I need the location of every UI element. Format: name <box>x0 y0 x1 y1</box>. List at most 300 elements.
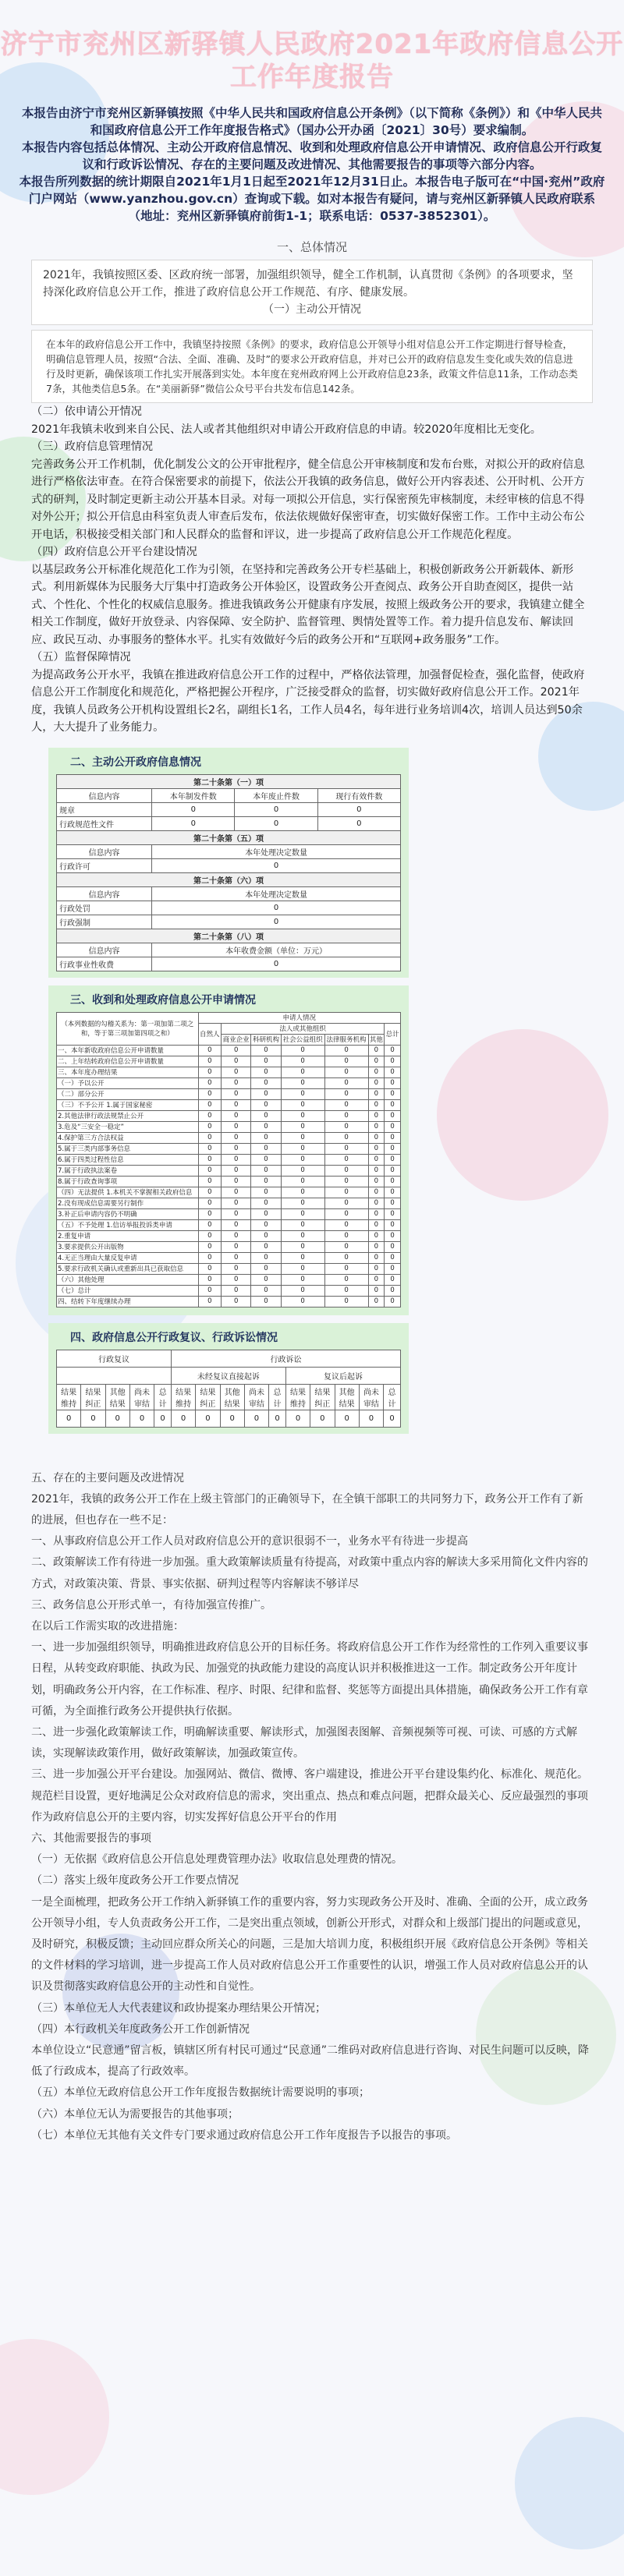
cell: 0 <box>385 1045 401 1056</box>
overview-body <box>31 403 593 737</box>
issues-and-other-matters <box>31 1468 593 2147</box>
cell: 0 <box>251 1263 281 1274</box>
cell: 0 <box>368 1099 385 1110</box>
cell: 0 <box>359 1410 383 1427</box>
cell: 0 <box>244 1410 268 1427</box>
cell: 0 <box>198 1208 222 1219</box>
col-header: （本列数据的勾稽关系为：第一项加第二项之和，等于第三项加第四项之和） <box>57 1012 199 1045</box>
cell: 0 <box>198 1154 222 1165</box>
cell: 0 <box>281 1274 324 1285</box>
table-row <box>57 1154 401 1165</box>
bubble <box>515 2417 624 2549</box>
row-label: 5.要求行政机关确认或重新出具已获取信息 <box>57 1263 199 1274</box>
cell: 0 <box>251 1077 281 1088</box>
active-disclosure-card <box>31 330 593 403</box>
cell: 0 <box>198 1285 222 1296</box>
cell: 行政事业性收费 <box>57 957 152 971</box>
intro-paragraph: 本报告内容包括总体情况、主动公开政府信息情况、收到和处理政府信息公开申请情况、政府信息公开行政复议和行政诉讼情况、存在的主要问题及改进情况、其他需要报告的事项等六部分内容。 <box>21 140 602 172</box>
col-header: 其他结果 <box>335 1384 359 1410</box>
cell: 0 <box>368 1154 385 1165</box>
cell: 0 <box>198 1187 222 1198</box>
col-header: 结果纠正 <box>196 1384 220 1410</box>
cell: 0 <box>368 1110 385 1121</box>
table-row <box>57 1099 401 1110</box>
cell: 0 <box>324 1132 368 1143</box>
cell: 行政处罚 <box>57 901 152 915</box>
cell: 0 <box>281 1110 324 1121</box>
cell: 0 <box>281 1208 324 1219</box>
cell: 0 <box>198 1296 222 1307</box>
cell: 0 <box>198 1274 222 1285</box>
intro-paragraph: 本报告所列数据的统计期限自2021年1月1日起至2021年12月31日止。本报告电子版可在“中国·兖州”政府门户网站（www.yanzhou.gov.cn）查询或下载。如对本报告有疑问，请与兖州区新驿镇人民政府联系（地址：兖州区新驿镇府前街1-1；联系电话：0537-3852301）。 <box>19 175 605 223</box>
cell: 0 <box>368 1263 385 1274</box>
cell: 0 <box>385 1176 401 1187</box>
group-heading: 第二十条第（五）项 <box>57 830 401 844</box>
cell: 0 <box>317 816 400 830</box>
table-row <box>57 1219 401 1230</box>
paragraph: 一、进一步加强组织领导，明确推进政府信息公开的目标任务。将政府信息公开工作作为经常性的工作列入重要议事日程，从转变政府职能、执政为民、加强党的执政能力建设的高度认识并积极推进这一工作。制定政务公开年度计划，明确政务公开内容，在工作标准、程序、时限、纪律和监督、奖惩等方面提出具体措施，确保政务公开工作有章可循，为全面推行政务公开提供执行依据。 <box>31 1641 588 1718</box>
table-row <box>57 1230 401 1241</box>
cell: 0 <box>368 1132 385 1143</box>
table-row <box>57 1143 401 1154</box>
cell: 0 <box>385 1099 401 1110</box>
cell: 0 <box>196 1410 220 1427</box>
cell: 0 <box>222 1067 251 1077</box>
col-header: 其他结果 <box>220 1384 244 1410</box>
cell: 0 <box>324 1121 368 1132</box>
col-header: 信息内容 <box>57 943 152 957</box>
cell: 0 <box>222 1263 251 1274</box>
cell: 0 <box>222 1176 251 1187</box>
cell: 0 <box>281 1165 324 1176</box>
row-label: 2.重复申请 <box>57 1230 199 1241</box>
report-title: 济宁市兖州区新驿镇人民政府2021年政府信息公开工作年度报告 <box>0 29 624 93</box>
row-label: 7.属于行政执法案卷 <box>57 1165 199 1176</box>
cell: 0 <box>368 1219 385 1230</box>
paragraph: （七）本单位无其他有关文件专门要求通过政府信息公开工作年度报告予以报告的事项。 <box>31 2128 457 2142</box>
paragraph: （五）本单位无政府信息公开工作年度报告数据统计需要说明的事项； <box>31 2086 370 2100</box>
paragraph: 一、从事政府信息公开工作人员对政府信息公开的意识很弱不一，业务水平有待进一步提高 <box>31 1535 468 1548</box>
col-header: 本年制发件数 <box>152 788 235 802</box>
row-label: 6.属于四类过程性信息 <box>57 1154 199 1165</box>
cell: 0 <box>171 1410 195 1427</box>
cell: 0 <box>222 1252 251 1263</box>
col-header: 总计 <box>384 1384 401 1410</box>
cell: 0 <box>385 1198 401 1208</box>
cell: 0 <box>251 1208 281 1219</box>
cell: 0 <box>368 1088 385 1099</box>
cell: 0 <box>368 1252 385 1263</box>
paragraph: （二）落实上级年度政务公开工作要点情况 <box>31 1874 239 1888</box>
paragraph: 在以后工作需实取的改进措施： <box>31 1619 184 1633</box>
table-row <box>57 1274 401 1285</box>
cell: 0 <box>281 1187 324 1198</box>
cell: 0 <box>222 1165 251 1176</box>
cell: 0 <box>324 1143 368 1154</box>
col-header: 申请人情况 <box>198 1012 400 1023</box>
cell: 0 <box>368 1067 385 1077</box>
cell: 0 <box>324 1263 368 1274</box>
cell: 0 <box>368 1208 385 1219</box>
cell: 0 <box>251 1088 281 1099</box>
cell: 0 <box>324 1056 368 1067</box>
cell: 0 <box>198 1143 222 1154</box>
cell: 0 <box>385 1230 401 1241</box>
cell: 0 <box>384 1410 401 1427</box>
row-label: 3.要求提供公开出版物 <box>57 1241 199 1252</box>
cell: 0 <box>198 1088 222 1099</box>
row-label: （五）不予处理 1.信访举报投诉类申请 <box>57 1219 199 1230</box>
table-row <box>57 1263 401 1274</box>
cell: 0 <box>222 1285 251 1296</box>
cell: 0 <box>281 1252 324 1263</box>
active-disclosure-text: 在本年的政府信息公开工作中，我镇坚持按照《条例》的要求，政府信息公开领导小组对信息公开工作定期进行督导检查，明确信息管理人员，按照“合法、全面、准确、及时”的要求公开政府信息，并对已公开的政府信息发生变化或失效的信息进行及时更新，确保该项工作扎实开展落到实处。本年度在兖州政府网上公开政府信息23条，政策文件信息11条，工作动态类7条，其他类信息5条。在“美丽新驿”微信公众号平台共发布信息142条。 <box>46 338 578 395</box>
col-header: 社会公益组织 <box>281 1034 324 1045</box>
col-header: 法人或其他组织 <box>222 1023 385 1034</box>
cell: 0 <box>368 1077 385 1088</box>
cell: 0 <box>251 1165 281 1176</box>
overview-card <box>31 260 593 325</box>
table-row <box>57 1176 401 1187</box>
col-header: 现行有效件数 <box>317 788 400 802</box>
review-table-panel <box>48 1323 409 1434</box>
application-table-panel <box>48 985 409 1315</box>
cell: 0 <box>251 1176 281 1187</box>
cell: 0 <box>281 1285 324 1296</box>
cell: 0 <box>281 1056 324 1067</box>
cell: 0 <box>368 1296 385 1307</box>
cell: 0 <box>335 1410 359 1427</box>
col-header: 信息内容 <box>57 844 152 858</box>
cell: 0 <box>235 816 317 830</box>
cell: 0 <box>281 1088 324 1099</box>
table-row <box>57 1165 401 1176</box>
col-header: 结果纠正 <box>81 1384 105 1410</box>
cell: 0 <box>251 1110 281 1121</box>
cell: 0 <box>198 1077 222 1088</box>
col-header: 尚未审结 <box>129 1384 154 1410</box>
table-row <box>57 1241 401 1252</box>
col-header: 尚未审结 <box>359 1384 383 1410</box>
cell: 0 <box>385 1165 401 1176</box>
table-row <box>57 1296 401 1307</box>
cell: 0 <box>222 1143 251 1154</box>
cell: 0 <box>269 1410 286 1427</box>
row-label: 4.保护第三方合法权益 <box>57 1132 199 1143</box>
paragraph: 六、其他需要报告的事项 <box>31 1831 151 1845</box>
cell: 0 <box>310 1410 335 1427</box>
col-header: 信息内容 <box>57 788 152 802</box>
cell: 0 <box>198 1230 222 1241</box>
cell: 0 <box>152 816 235 830</box>
col-header: 商业企业 <box>222 1034 251 1045</box>
paragraph: （四）本行政机关年度政务公开工作创新情况 <box>31 2022 250 2036</box>
col-header: 结果维持 <box>171 1384 195 1410</box>
cell: 0 <box>368 1045 385 1056</box>
cell: 0 <box>251 1219 281 1230</box>
cell: 行政强制 <box>57 915 152 929</box>
cell: 0 <box>385 1067 401 1077</box>
cell: 0 <box>285 1410 310 1427</box>
cell: 0 <box>222 1230 251 1241</box>
paragraph: 五、存在的主要问题及改进情况 <box>31 1471 184 1484</box>
cell: 0 <box>324 1187 368 1198</box>
cell: 0 <box>281 1296 324 1307</box>
cell: 0 <box>251 1121 281 1132</box>
row-label: 2.没有现成信息需要另行制作 <box>57 1198 199 1208</box>
paragraph: 为提高政务公开水平，我镇在推进政府信息公开工作的过程中，严格依法管理，加强督促检查，强化监督，使政府信息公开工作制度化和规范化，严格把握公开程序，广泛接受群众的监督，切实做好政府信息公开工作。2021年度，我镇人员政务公开机构设置组长2名，副组长1名，工作人员4名，每年进行业务培训4次，培训人员达到50余人，大大提升了业务能力。 <box>31 668 585 734</box>
cell: 0 <box>368 1274 385 1285</box>
cell: 0 <box>198 1176 222 1187</box>
cell: 0 <box>281 1198 324 1208</box>
cell: 0 <box>368 1241 385 1252</box>
cell: 0 <box>281 1241 324 1252</box>
cell: 0 <box>385 1121 401 1132</box>
cell: 0 <box>222 1208 251 1219</box>
cell: 0 <box>251 1143 281 1154</box>
cell: 0 <box>198 1110 222 1121</box>
bubble <box>0 2339 109 2495</box>
cell: 0 <box>198 1067 222 1077</box>
paragraph: 二、政策解读工作有待进一步加强。重大政策解读质量有待提高，对政策中重点内容的解读大多采用简化文件内容的方式，对政策决策、背景、事实依据、研判过程等内容解读不够详尽 <box>31 1556 588 1591</box>
paragraph: 本单位设立“民意通”留言板，镇辖区所有村民可通过“民意通”二维码对政府信息进行咨询、对民生问题可以反映，降低了行政成本，提高了行政效率。 <box>31 2043 590 2079</box>
cell: 0 <box>324 1088 368 1099</box>
col-header: 总计 <box>269 1384 286 1410</box>
paragraph: 二、进一步强化政策解读工作，明确解读重要、解读形式，加强图表图解、音频视频等可视、可读、可感的方式解读，实现解读政策作用，做好政策解读，加强政策宣传。 <box>31 1725 577 1760</box>
cell: 0 <box>251 1252 281 1263</box>
table-title: 三、收到和处理政府信息公开申请情况 <box>70 993 256 1007</box>
col-header: 行政诉讼 <box>171 1350 400 1367</box>
row-label: 四、结转下年度继续办理 <box>57 1296 199 1307</box>
cell: 0 <box>251 1067 281 1077</box>
cell: 0 <box>281 1067 324 1077</box>
cell: 0 <box>222 1099 251 1110</box>
cell: 0 <box>385 1056 401 1067</box>
cell: 0 <box>324 1219 368 1230</box>
cell: 0 <box>385 1208 401 1219</box>
cell: 0 <box>324 1230 368 1241</box>
cell: 0 <box>281 1077 324 1088</box>
cell: 0 <box>324 1241 368 1252</box>
cell: 0 <box>154 1410 172 1427</box>
cell: 0 <box>281 1132 324 1143</box>
cell: 0 <box>251 1187 281 1198</box>
cell: 0 <box>81 1410 105 1427</box>
table-row <box>57 1187 401 1198</box>
subheading: （一）主动公开情况 <box>263 303 361 316</box>
cell: 0 <box>281 1121 324 1132</box>
cell: 0 <box>324 1165 368 1176</box>
cell: 0 <box>324 1198 368 1208</box>
col-header: 本年收费金额（单位：万元） <box>152 943 401 957</box>
cell: 规章 <box>57 802 152 816</box>
col-header: 信息内容 <box>57 886 152 901</box>
cell: 0 <box>368 1056 385 1067</box>
cell: 行政规范性文件 <box>57 816 152 830</box>
cell: 0 <box>368 1187 385 1198</box>
active-disclosure-table <box>56 774 401 971</box>
cell: 0 <box>251 1285 281 1296</box>
cell: 0 <box>251 1241 281 1252</box>
intro-paragraph: 本报告由济宁市兖州区新驿镇按照《中华人民共和国政府信息公开条例》（以下简称《条例》）和《中华人民共和国政府信息公开工作年度报告格式》（国办公开办函〔2021〕30号）要求编制。 <box>21 106 602 137</box>
cell: 0 <box>324 1252 368 1263</box>
cell: 0 <box>129 1410 154 1427</box>
cell: 0 <box>222 1056 251 1067</box>
cell: 0 <box>324 1208 368 1219</box>
subheading: （四）政府信息公开平台建设情况 <box>31 546 197 558</box>
table-title: 二、主动公开政府信息情况 <box>70 755 201 769</box>
cell: 0 <box>198 1252 222 1263</box>
group-heading: 第二十条第（八）项 <box>57 929 401 943</box>
row-label: （三）不予公开 1.属于国家秘密 <box>57 1099 199 1110</box>
paragraph: 完善政务公开工作机制，优化制发公文的公开审批程序，健全信息公开审核制度和发布台账，对拟公开的政府信息进行严格依法审查。在符合保密要求的前提下，依法公开我镇的政务信息，做好公开内容表述、公开时机、公开方式的研判，及时制定更新主动公开基本目录。对每一项拟公开信息，实行保密预先审核制度，未经审核的信息不得对外公开；拟公开信息由科室负责人审查后发布，依法依规做好保密审查，切实做好保密工作。工作中主动公布公开电话，积极接受相关部门和人民群众的监督和评议，进一步提高了政府信息公开工作规范化程度。 <box>31 458 585 541</box>
row-label: 三、本年度办理结果 <box>57 1067 199 1077</box>
cell: 0 <box>281 1176 324 1187</box>
cell: 0 <box>324 1296 368 1307</box>
cell: 0 <box>152 858 401 872</box>
cell: 0 <box>324 1154 368 1165</box>
cell: 0 <box>152 802 235 816</box>
cell: 0 <box>281 1154 324 1165</box>
cell: 0 <box>198 1121 222 1132</box>
cell: 0 <box>57 1410 81 1427</box>
cell: 0 <box>222 1198 251 1208</box>
cell: 0 <box>222 1274 251 1285</box>
cell: 0 <box>222 1154 251 1165</box>
cell: 0 <box>368 1165 385 1176</box>
col-header: 自然人 <box>198 1023 222 1045</box>
cell: 0 <box>235 802 317 816</box>
col-header: 复议后起诉 <box>285 1367 400 1384</box>
cell: 0 <box>222 1296 251 1307</box>
table-row <box>57 1110 401 1121</box>
cell: 0 <box>198 1263 222 1274</box>
cell: 0 <box>317 802 400 816</box>
table-row <box>57 1056 401 1067</box>
cell: 0 <box>385 1088 401 1099</box>
cell: 0 <box>222 1110 251 1121</box>
col-header: 本年处理决定数量 <box>152 886 401 901</box>
cell: 0 <box>368 1198 385 1208</box>
intro <box>0 94 624 225</box>
row-label: 2.其他法律行政法规禁止公开 <box>57 1110 199 1121</box>
cell: 0 <box>324 1099 368 1110</box>
col-header: 本年废止件数 <box>235 788 317 802</box>
cell: 0 <box>251 1198 281 1208</box>
group-heading: 第二十条第（六）项 <box>57 872 401 886</box>
col-header: 结果纠正 <box>310 1384 335 1410</box>
cell: 0 <box>385 1154 401 1165</box>
paragraph: 三、政务信息公开形式单一，有待加强宣传推广。 <box>31 1598 271 1612</box>
cell: 0 <box>152 901 401 915</box>
table-row <box>57 1121 401 1132</box>
col-header: 尚未审结 <box>244 1384 268 1410</box>
cell: 0 <box>222 1088 251 1099</box>
cell: 0 <box>324 1110 368 1121</box>
cell: 0 <box>368 1230 385 1241</box>
cell: 0 <box>324 1274 368 1285</box>
section-1-heading: 一、总体情况 <box>276 240 347 254</box>
cell: 0 <box>105 1410 129 1427</box>
paragraph: 一是全面梳理，把政务公开工作纳入新驿镇工作的重要内容，努力实现政务公开及时、准确、全面的公开，成立政务公开领导小组，专人负责政务公开工作，二是突出重点领域，创新公开形式，对群众和上级部门提出的问题或意见，及时研究，积极反馈；主动回应群众所关心的问题，三是加大培训力度，积极组织开展《政府信息公开条例》等相关的文件材料的学习培训，进一步提高工作人员对政府信息公开工作重要性的认识，增强工作人员对政府信息公开的认识及贯彻落实政府信息公开的主动性和自觉性。 <box>31 1895 588 1994</box>
paragraph: 2021年我镇未收到来自公民、法人或者其他组织对申请公开政府信息的申请。较2020年度相比无变化。 <box>31 423 541 436</box>
cell: 0 <box>368 1121 385 1132</box>
cell: 0 <box>385 1285 401 1296</box>
cell: 0 <box>222 1045 251 1056</box>
paragraph: 2021年，我镇的政务公开工作在上级主管部门的正确领导下，在全镇干部职工的共同努力下，政务公开工作有了新的进展，但也存在一些不足： <box>31 1492 583 1527</box>
cell: 0 <box>251 1099 281 1110</box>
paragraph: （六）本单位无认为需要报告的其他事项； <box>31 2107 239 2121</box>
review-litigation-table <box>56 1350 401 1428</box>
cell: 0 <box>251 1154 281 1165</box>
cell: 0 <box>222 1132 251 1143</box>
cell: 0 <box>198 1099 222 1110</box>
cell: 0 <box>281 1143 324 1154</box>
table-row <box>57 1067 401 1077</box>
cell: 0 <box>385 1110 401 1121</box>
active-disclosure-table-panel <box>48 748 409 978</box>
table-row <box>57 1198 401 1208</box>
cell: 0 <box>198 1219 222 1230</box>
cell: 0 <box>385 1274 401 1285</box>
subheading: （二）依申请公开情况 <box>31 405 142 418</box>
col-header: 法律服务机构 <box>324 1034 368 1045</box>
table-row <box>57 1208 401 1219</box>
cell: 0 <box>281 1263 324 1274</box>
paragraph: （三）本单位无人大代表建议和政协提案办理结果公开情况； <box>31 2001 326 2015</box>
row-label: （六）其他处理 <box>57 1274 199 1285</box>
col-header: 总计 <box>385 1023 401 1045</box>
cell: 0 <box>222 1077 251 1088</box>
cell: 0 <box>324 1077 368 1088</box>
cell: 0 <box>198 1241 222 1252</box>
cell: 0 <box>281 1099 324 1110</box>
cell: 0 <box>324 1067 368 1077</box>
cell: 0 <box>198 1045 222 1056</box>
paragraph: 以基层政务公开标准化规范化工作为引领，在坚持和完善政务公开专栏基础上，积极创新政务公开新载体、新形式。利用新媒体为民服务大厅集中打造政务公开体验区，设置政务公开查阅点、政务公开自助查阅区，提供一站式、个性化、个性化的权威信息服务。推进我镇政务公开健康有序发展，按照上级政务公开的要求，我镇建立健全相关工作制度，做好开放登录、内容保障、安全防护、监督管理、舆情处置等工作。着力提升信息发布、解读回应、政民互动、办事服务的整体水平。扎实有效做好今后的政务公开和“互联网+政务服务”工作。 <box>31 563 585 646</box>
cell: 0 <box>220 1410 244 1427</box>
cell: 0 <box>324 1045 368 1056</box>
col-header: 科研机构 <box>251 1034 281 1045</box>
cell: 0 <box>368 1285 385 1296</box>
row-label: （一）予以公开 <box>57 1077 199 1088</box>
application-table <box>56 1012 401 1307</box>
cell: 0 <box>385 1077 401 1088</box>
group-heading: 第二十条第（一）项 <box>57 774 401 788</box>
cell: 0 <box>222 1241 251 1252</box>
cell: 0 <box>251 1274 281 1285</box>
cell: 0 <box>324 1176 368 1187</box>
cell: 0 <box>251 1132 281 1143</box>
cell: 0 <box>152 915 401 929</box>
cell: 0 <box>198 1198 222 1208</box>
cell: 0 <box>152 957 401 971</box>
cell: 0 <box>385 1241 401 1252</box>
cell: 0 <box>251 1296 281 1307</box>
col-header: 行政复议 <box>57 1350 172 1367</box>
row-label: （四）无法提供 1.本机关不掌握相关政府信息 <box>57 1187 199 1198</box>
table-row <box>57 1252 401 1263</box>
cell: 0 <box>385 1296 401 1307</box>
cell: 0 <box>281 1219 324 1230</box>
cell: 0 <box>385 1263 401 1274</box>
subheading: （三）政府信息管理情况 <box>31 441 154 453</box>
cell: 行政许可 <box>57 858 152 872</box>
cell: 0 <box>385 1132 401 1143</box>
cell: 0 <box>385 1252 401 1263</box>
col-header: 结果维持 <box>57 1384 81 1410</box>
cell: 0 <box>222 1219 251 1230</box>
